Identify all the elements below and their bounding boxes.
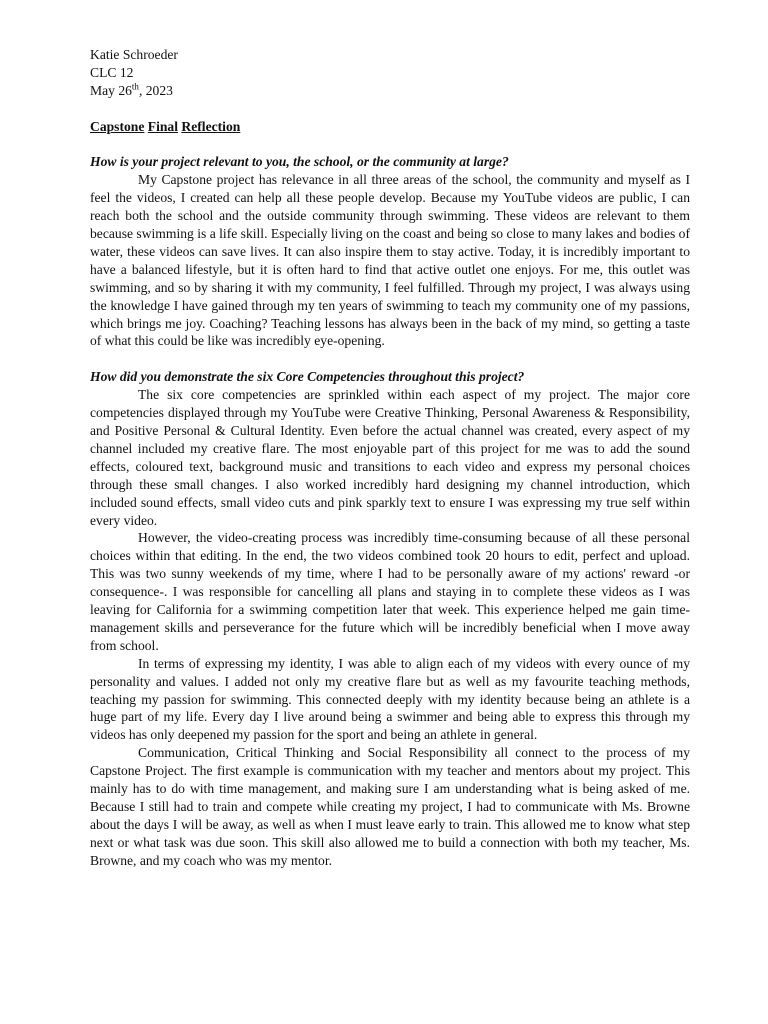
course-code: CLC 12 <box>90 64 134 80</box>
title-word-final: Final <box>147 118 179 134</box>
section-spacer <box>90 350 690 368</box>
paragraph: Communication, Critical Thinking and Social Responsibility all connect to the process of my Capstone Project. The first example is communication with my teacher and mentors about my project. This mainly has to do with time management, and making sure I am understanding what is being asked of me. Because I still had to train and compete while creating my project, I had to communicate with Ms. Browne about the days I will be away, as well as when I must leave early to train. This allowed me to know what step next or what task was due soon. This skill also allowed me to build a connection with both my teacher, Ms. Browne, and my coach who was my mentor. <box>90 745 690 868</box>
paragraph: The six core competencies are sprinkled within each aspect of my project. The major core competencies displayed through my YouTube were Creative Thinking, Personal Awareness & Responsibility, and Positive Personal & Cultural Identity. Even before the actual channel was created, every aspect of my channel included my creative flare. The most enjoyable part of this project for me was to add the sound effects, coloured text, background music and transitions to each video and express my personal choices through these small changes. I also worked incredibly hard designing my channel introduction, which included sound effects, small video cuts and pink sparkly text to ensure I was expressing my true self within every video. <box>90 387 690 528</box>
date-ordinal: th <box>131 81 139 92</box>
title-word-capstone: Capstone <box>90 118 145 134</box>
paragraph: My Capstone project has relevance in all three areas of the school, the community and myself as I feel the videos, I created can help all these people develop. Because my YouTube videos are public, I can reach both the school and the outside community through swimming. These videos are relevant to them because swimming is a life skill. Especially living on the coast and being so close to many lakes and bodies of water, these videos can save lives. It can also inspire them to stay active. Today, it is incredibly important to have a balanced lifestyle, but it is often hard to find that active outlet one enjoys. For me, this outlet was swimming, and so by sharing it with my community, I feel fulfilled. Through my project, I was always using the knowledge I have gained through my ten years of swimming to teach my community one of my passions, which brings me joy. Coaching? Teaching lessons has always been in the back of my mind, so getting a taste of what this could be like was incredibly eye-opening. <box>90 172 690 349</box>
question-relevance: How is your project relevant to you, the school, or the community at large? <box>90 154 509 170</box>
title-word-reflection: Reflection <box>181 118 241 134</box>
paragraph: However, the video-creating process was incredibly time-consuming because of all these personal choices within that editing. In the end, the two videos combined took 20 hours to edit, perfect and upload. This was two sunny weekends of my time, where I had to be personally aware of my actions' reward -or consequence-. I was responsible for cancelling all plans and staying in to complete these videos as I was leaving for California for a swimming competition later that week. This experience helped me gain time-management skills and perseverance for the future which will be incredibly beneficial when I move away from school. <box>90 530 690 653</box>
question-core-competencies: How did you demonstrate the six Core Competencies throughout this project? <box>90 369 525 385</box>
paragraph: In terms of expressing my identity, I was able to align each of my videos with every ounce of my personality and values. I added not only my creative flare but as well as my favourite teaching methods, teaching my passion for swimming. This connected deeply with my identity because being an athlete is a huge part of my life. Every day I live around being a swimmer and being able to express this through my videos has only deepened my passion for the sport and being an athlete in general. <box>90 655 690 743</box>
document-body <box>90 46 690 870</box>
document-date <box>90 82 690 100</box>
document-title <box>90 118 690 136</box>
date-prefix: May 26 <box>90 82 132 98</box>
author-name: Katie Schroeder <box>90 47 178 62</box>
date-suffix: , 2023 <box>138 82 173 98</box>
